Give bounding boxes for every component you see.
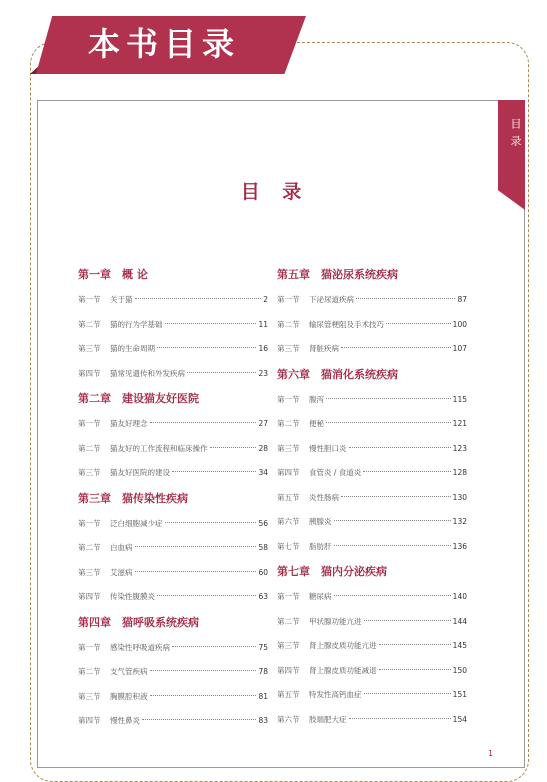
section-number: 第三节 xyxy=(277,443,300,453)
page-ref: 11 xyxy=(258,319,268,329)
page-ref: 78 xyxy=(258,667,268,676)
section-title: 慢性胆口炎 xyxy=(309,443,347,453)
page-ref: 81 xyxy=(258,691,268,701)
dot-leader xyxy=(157,347,256,348)
toc-entry[interactable] xyxy=(277,713,467,727)
section-title: 慢性鼻炎 xyxy=(110,716,140,725)
section-title: 艾滋病 xyxy=(110,567,133,577)
dot-leader xyxy=(326,422,451,423)
section-title: 关于猫 xyxy=(110,295,133,304)
section-title: 肢端肥大症 xyxy=(309,714,347,724)
toc-entry[interactable] xyxy=(78,690,268,704)
dot-leader xyxy=(356,298,455,299)
page-ref: 100 xyxy=(452,319,467,329)
toc-entry[interactable] xyxy=(78,442,268,456)
page-ref: 107 xyxy=(452,344,467,353)
section-title: 白血病 xyxy=(110,543,133,552)
toc-entry[interactable] xyxy=(277,639,467,653)
dot-leader xyxy=(334,595,451,596)
dot-leader xyxy=(379,669,451,670)
chapter-heading: 第二章 建设猫友好医院 xyxy=(78,392,199,405)
page-ref: 75 xyxy=(258,642,268,652)
section-title: 猫友好医院的建设 xyxy=(110,468,170,477)
toc-entry[interactable] xyxy=(78,466,268,480)
section-title: 泛白细胞减少症 xyxy=(110,518,163,528)
section-number: 第六节 xyxy=(277,517,300,526)
chapter-heading: 第四章 猫呼吸系统疾病 xyxy=(78,615,199,629)
page-ref: 23 xyxy=(258,368,268,378)
toc-entry[interactable] xyxy=(78,590,268,604)
section-number: 第二节 xyxy=(277,419,300,428)
toc-entry[interactable] xyxy=(277,515,467,529)
section-number: 第四节 xyxy=(78,716,101,725)
toc-entry[interactable] xyxy=(277,293,467,307)
section-title: 肾脏疾病 xyxy=(309,344,339,353)
dot-leader xyxy=(379,644,451,645)
dot-leader xyxy=(334,520,451,521)
page-ref: 28 xyxy=(258,443,268,453)
section-title: 便秘 xyxy=(309,419,324,428)
toc-right-column xyxy=(277,260,467,737)
dot-leader xyxy=(349,718,451,719)
toc-entry[interactable] xyxy=(277,442,467,456)
section-title: 炎性肠病 xyxy=(309,492,339,502)
section-number: 第四节 xyxy=(78,368,101,378)
section-number: 第一节 xyxy=(78,642,101,652)
banner-title: 本书目录 xyxy=(88,25,241,63)
page-ref: 34 xyxy=(258,468,268,477)
section-number: 第一节 xyxy=(78,419,101,428)
page-ref: 130 xyxy=(452,492,467,502)
dot-leader xyxy=(142,719,256,720)
section-number: 第四节 xyxy=(277,468,300,477)
section-number: 第二节 xyxy=(78,319,101,329)
page-ref: 140 xyxy=(452,592,467,601)
dot-leader xyxy=(172,471,256,472)
section-title: 特发性高钙血症 xyxy=(309,690,362,699)
section-title: 肾上腺皮质功能亢进 xyxy=(309,641,377,650)
section-number: 第三节 xyxy=(277,641,300,650)
section-number: 第五节 xyxy=(277,690,300,699)
toc-entry[interactable] xyxy=(277,590,467,604)
section-title: 支气管疾病 xyxy=(110,667,148,676)
dot-leader xyxy=(341,347,451,348)
toc-entry[interactable] xyxy=(277,417,467,431)
toc-entry[interactable] xyxy=(277,688,467,702)
page-ref: 60 xyxy=(258,567,268,577)
toc-entry[interactable] xyxy=(78,342,268,356)
dot-leader xyxy=(135,546,257,547)
section-number: 第一节 xyxy=(277,592,300,601)
section-number: 第七节 xyxy=(277,541,300,551)
section-title: 食管炎 / 食道炎 xyxy=(309,468,362,477)
section-number: 第三节 xyxy=(277,344,300,353)
section-number: 第四节 xyxy=(277,665,300,675)
toc-entry[interactable] xyxy=(277,615,467,629)
page-ref: 87 xyxy=(457,295,467,304)
section-number: 第二节 xyxy=(277,319,300,329)
chapter-heading: 第六章 猫消化系统疾病 xyxy=(277,367,398,381)
section-title: 感染性呼吸道疾病 xyxy=(110,642,170,652)
side-tab-label: 目录 xyxy=(509,118,522,152)
section-title: 胰腺炎 xyxy=(309,517,332,526)
dot-leader xyxy=(210,447,257,448)
page-ref: 58 xyxy=(258,543,268,552)
section-number: 第三节 xyxy=(78,567,101,577)
page-ref: 144 xyxy=(452,616,467,626)
section-number: 第一节 xyxy=(277,394,300,404)
page-ref: 2 xyxy=(263,295,268,304)
page-ref: 83 xyxy=(258,716,268,725)
section-title: 下泌尿道疾病 xyxy=(309,295,354,304)
section-title: 猫友好理念 xyxy=(110,419,148,428)
chapter-heading: 第三章 猫传染性疾病 xyxy=(78,491,188,505)
dot-leader xyxy=(157,595,256,596)
page-ref: 151 xyxy=(452,690,467,699)
section-title: 脂肪肝 xyxy=(309,541,332,551)
section-title: 猫友好的工作流程和临床操作 xyxy=(110,443,208,453)
toc-entry[interactable] xyxy=(78,367,268,381)
dot-leader xyxy=(363,471,450,472)
section-title: 输尿管梗阻及手术技巧 xyxy=(309,319,384,329)
dot-leader xyxy=(150,422,257,423)
toc-entry[interactable] xyxy=(78,714,268,728)
page-title: 目 录 xyxy=(240,181,310,203)
page-ref: 27 xyxy=(258,419,268,428)
page-ref: 132 xyxy=(452,517,467,526)
section-title: 甲状腺功能亢进 xyxy=(309,616,362,626)
chapter-heading: 第七章 猫内分泌疾病 xyxy=(277,565,387,578)
page-ref: 154 xyxy=(452,714,467,724)
dot-leader xyxy=(150,695,257,696)
dot-leader xyxy=(334,545,451,546)
section-title: 糖尿病 xyxy=(309,592,332,601)
toc-entry[interactable] xyxy=(277,393,467,407)
dot-leader xyxy=(349,447,451,448)
section-number: 第三节 xyxy=(78,691,101,701)
section-title: 猫常见遗传和外发疾病 xyxy=(110,368,185,378)
page-ref: 136 xyxy=(452,541,467,551)
toc-entry[interactable] xyxy=(277,540,467,554)
section-number: 第六节 xyxy=(277,714,300,724)
section-number: 第三节 xyxy=(78,468,101,477)
dot-leader xyxy=(165,522,257,523)
section-number: 第一节 xyxy=(78,518,101,528)
toc-entry[interactable] xyxy=(277,664,467,678)
section-number: 第四节 xyxy=(78,592,101,601)
section-number: 第二节 xyxy=(78,667,101,676)
section-number: 第二节 xyxy=(78,543,101,552)
page-ref: 63 xyxy=(258,592,268,601)
toc-entry[interactable] xyxy=(78,641,268,655)
dot-leader xyxy=(364,693,451,694)
toc-entry[interactable] xyxy=(78,541,268,555)
section-number: 第一节 xyxy=(277,295,300,304)
section-title: 传染性腹膜炎 xyxy=(110,592,155,601)
toc-entry[interactable] xyxy=(277,318,467,332)
toc-entry[interactable] xyxy=(78,566,268,580)
dot-leader xyxy=(326,398,451,399)
section-number: 第三节 xyxy=(78,344,101,353)
section-number: 第二节 xyxy=(78,443,101,453)
dot-leader xyxy=(172,646,256,647)
section-title: 猫的生命周期 xyxy=(110,344,155,353)
toc-entry[interactable] xyxy=(78,517,268,531)
page-number: 1 xyxy=(488,749,494,758)
page-ref: 128 xyxy=(452,468,467,477)
toc-entry[interactable] xyxy=(277,491,467,505)
section-number: 第五节 xyxy=(277,492,300,502)
page-ref: 16 xyxy=(258,344,268,353)
page-ref: 121 xyxy=(452,419,467,428)
dot-leader xyxy=(187,372,256,373)
page-ref: 56 xyxy=(258,518,268,528)
section-title: 肾上腺皮质功能减退 xyxy=(309,665,377,675)
dot-leader xyxy=(135,571,257,572)
dot-leader xyxy=(341,496,451,497)
toc-entry[interactable] xyxy=(277,342,467,356)
page-ref: 123 xyxy=(452,443,467,453)
toc-entry[interactable] xyxy=(277,466,467,480)
dot-leader xyxy=(150,670,257,671)
dot-leader xyxy=(165,323,257,324)
section-title: 猫的行为学基础 xyxy=(110,319,163,329)
section-number: 第二节 xyxy=(277,616,300,626)
section-title: 腹泻 xyxy=(309,394,324,404)
dot-leader xyxy=(364,620,451,621)
toc-entry[interactable] xyxy=(78,417,268,431)
toc-entry[interactable] xyxy=(78,293,268,307)
page-ref: 115 xyxy=(452,394,467,404)
dot-leader xyxy=(135,298,262,299)
toc-left-column xyxy=(78,260,268,739)
chapter-heading: 第五章 猫泌尿系统疾病 xyxy=(277,268,398,281)
section-title: 胸膜腔积液 xyxy=(110,691,148,701)
section-number: 第一节 xyxy=(78,295,101,304)
dot-leader xyxy=(386,323,451,324)
toc-entry[interactable] xyxy=(78,318,268,332)
toc-entry[interactable] xyxy=(78,665,268,679)
page-ref: 145 xyxy=(452,641,467,650)
page-ref: 150 xyxy=(452,665,467,675)
chapter-heading: 第一章 概 论 xyxy=(78,268,148,281)
